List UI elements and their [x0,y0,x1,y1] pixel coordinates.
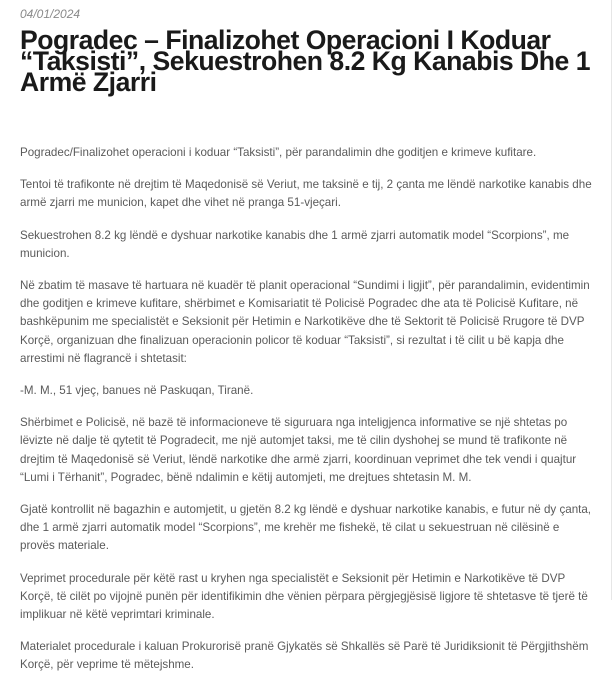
article-paragraph: Gjatë kontrollit në bagazhin e automjetit, u gjetën 8.2 kg lëndë e dyshuar narkotike kanabis, e futur në dy çanta, dhe 1 armë zjarri automatik model “Scorpions”, me krehër me fishekë, të cilat u sekuestruan në cilësinë e provës materiale. [20,503,592,553]
article-paragraph: Veprimet procedurale për këtë rast u kryhen nga specialistët e Seksionit për Hetimin e Narkotikëve të DVP Korçë, të cilët po vijojnë punën për identifikimin dhe vënien përpara përgjegjësisë ligjore të shtetasve të tjerë të implikuar në këtë veprimtari kriminale. [20,571,588,622]
article-date: 04/01/2024 [20,7,81,21]
article-paragraph: Shërbimet e Policisë, në bazë të informacioneve të siguruara nga inteligjenca informative se një shtetas po lëvizte në dalje të qytetit të Pogradecit, me një automjet taksi, me të cilin dyshohej se mund të trafikonte në drejtim të Maqedonisë së Veriut, lëndë narkotike dhe armë zjarri, koordinuan veprimet dhe tek vendi i quajtur “Lumi i Tërhanit”, Pogradec, bënë ndalimin e këtij automjeti, me drejtues shtetasin M. M. [20,416,577,484]
article-paragraph: Në zbatim të masave të hartuara në kuadër të planit operacional “Sundimi i ligjit”, për parandalimin, evidentimin dhe goditjen e krimeve kufitare, shërbimet e Komisariatit të Policisë Pogradec dhe ata të Policisë Kufitare, në bashkëpunim me specialistët e Seksionit për Hetimin e Narkotikëve dhe të Sektorit të Policisë Rrugore të DVP Korçë, organizuan dhe finalizuan operacionin policor të koduar “Taksisti”, si rezultat i të cilit u bë kapja dhe arrestimi në flagrancë i shtetasit: [20,279,590,365]
article-paragraph: Sekuestrohen 8.2 kg lëndë e dyshuar narkotike kanabis dhe 1 armë zjarri automatik model “Scorpions”, me municion. [20,228,570,260]
article-paragraph: Materialet procedurale i kaluan Prokurorisë pranë Gjykatës së Shkallës së Parë të Juridiksionit të Përgjithshëm Korçë, për veprime të mëtejshme. [20,640,589,672]
article-paragraph: Tentoi të trafikonte në drejtim të Maqedonisë së Veriut, me taksinë e tij, 2 çanta me lëndë narkotike kanabis dhe armë zjarri me municion, kapet dhe vihet në pranga 51-vjeçari. [20,178,592,210]
article-title: Pogradec – Finalizohet Operacioni I Koduar “Taksisti”, Sekuestrohen 8.2 Kg Kanabis Dhe 1 Armë Zjarri [20,25,591,97]
article-paragraph: Pogradec/Finalizohet operacioni i koduar “Taksisti”, për parandalimin dhe goditjen e krimeve kufitare. [20,146,537,159]
page-edge-divider [611,0,616,600]
article-paragraph: -M. M., 51 vjeç, banues në Paskuqan, Tiranë. [20,384,254,398]
article-body [20,144,596,689]
